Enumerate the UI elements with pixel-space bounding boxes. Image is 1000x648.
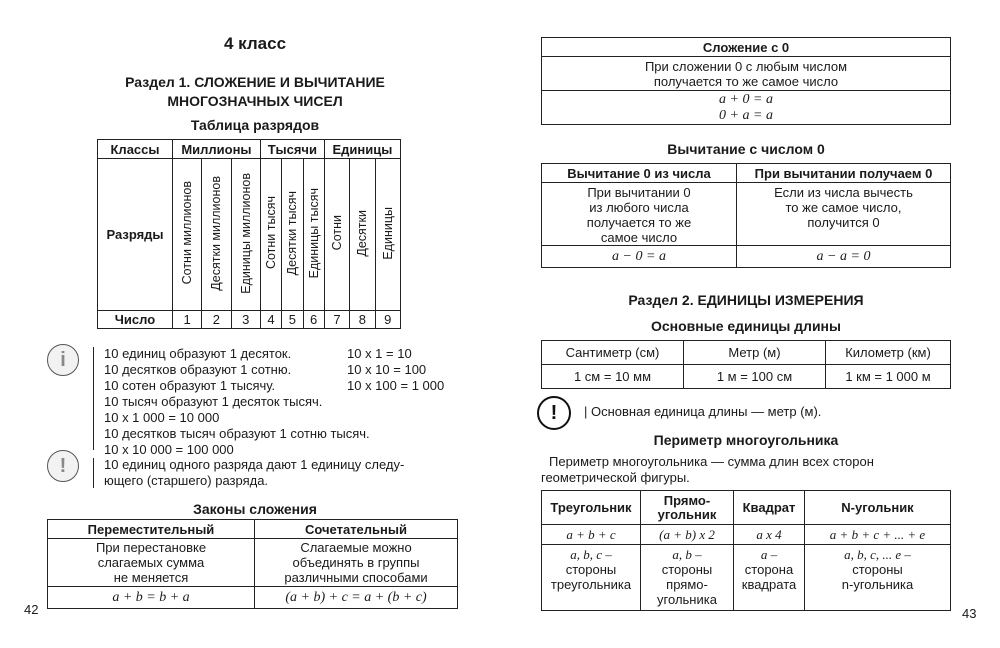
subtract-text-line: При вычитании 0 bbox=[587, 185, 691, 200]
sides-line: прямо- bbox=[666, 577, 708, 592]
addition-zero-text: получается то же самое число bbox=[653, 73, 839, 89]
info-line: 10 сотен образуют 1 тысячу. bbox=[104, 378, 276, 393]
law-text-line: различными способами bbox=[284, 570, 428, 585]
info-formula: 10 x 10 = 100 bbox=[347, 362, 427, 377]
info-line: 10 x 10 000 = 100 000 bbox=[104, 442, 234, 457]
rank-cell: Сотни тысяч bbox=[264, 196, 279, 270]
exclamation-icon: ! bbox=[47, 450, 79, 482]
section2-title: Раздел 2. ЕДИНИЦЫ ИЗМЕРЕНИЯ bbox=[628, 292, 864, 308]
laws-title: Законы сложения bbox=[193, 501, 317, 517]
associative-formula: (a + b) + c = a + (b + c) bbox=[255, 587, 458, 609]
sides-line: квадрата bbox=[741, 577, 797, 592]
sides-line: a, b, c, ... e – bbox=[844, 547, 911, 562]
ranks-label: Разряды bbox=[98, 159, 173, 311]
length-units-title: Основные единицы длины bbox=[651, 318, 841, 334]
addition-zero-header: Сложение с 0 bbox=[542, 38, 951, 57]
rank-cell: Сотни bbox=[330, 215, 345, 251]
info-line: 10 единиц образуют 1 десяток. bbox=[104, 346, 292, 361]
info-line: 10 десятков тысяч образуют 1 сотню тысяч. bbox=[104, 426, 370, 441]
rank-cell: Десятки миллионов bbox=[209, 175, 224, 291]
number-cell: 5 bbox=[282, 311, 303, 329]
rank-cell: Десятки тысяч bbox=[285, 190, 300, 276]
number-label: Число bbox=[98, 311, 173, 329]
subtract-text-line: получается то же bbox=[586, 215, 692, 230]
warning-line1: 10 единиц одного разряда дают 1 единицу следу- bbox=[104, 457, 405, 472]
sides-line: a, b – bbox=[672, 547, 702, 562]
exclamation-icon: ! bbox=[537, 396, 571, 430]
perimeter-table bbox=[541, 490, 951, 611]
unit-value: 1 см = 10 мм bbox=[542, 365, 684, 389]
subtract-result-zero-header: При вычитании получаем 0 bbox=[737, 164, 951, 183]
addition-zero-table bbox=[541, 37, 951, 125]
sides-line: стороны bbox=[661, 562, 713, 577]
info-line: 10 x 1 000 = 10 000 bbox=[104, 410, 220, 425]
page-number-left: 42 bbox=[24, 602, 39, 617]
number-cell: 6 bbox=[303, 311, 324, 329]
subtract-text-line: самое число bbox=[600, 230, 678, 245]
law-text-line: объединять в группы bbox=[292, 555, 420, 570]
number-cell: 2 bbox=[202, 311, 231, 329]
rectangle-header: угольник bbox=[657, 506, 717, 522]
unit-value: 1 м = 100 см bbox=[684, 365, 826, 389]
note-bar bbox=[93, 458, 94, 488]
number-cell: 7 bbox=[324, 311, 349, 329]
law-text-line: При перестановке bbox=[95, 540, 207, 555]
law-text-line: не меняется bbox=[113, 570, 189, 585]
sides-line: угольника bbox=[657, 592, 717, 607]
sides-line: a, b, c – bbox=[570, 547, 612, 562]
unit-header: Километр (км) bbox=[826, 341, 951, 365]
sides-line: треугольника bbox=[550, 577, 632, 592]
number-cell: 9 bbox=[375, 311, 400, 329]
sides-line: стороны bbox=[852, 562, 903, 577]
length-note: | Основная единица длины — метр (м). bbox=[584, 404, 822, 419]
place-table-title: Таблица разрядов bbox=[190, 117, 320, 133]
subtract-self-formula: a − a = 0 bbox=[737, 246, 951, 268]
rectangle-header: Прямо- bbox=[663, 492, 711, 508]
section1-title-line2: МНОГОЗНАЧНЫХ ЧИСЕЛ bbox=[167, 93, 343, 109]
addition-zero-text: При сложении 0 с любым числом bbox=[644, 58, 848, 74]
subtraction-zero-table bbox=[541, 163, 951, 268]
sides-line: n-угольника bbox=[841, 577, 914, 592]
number-cell: 1 bbox=[173, 311, 202, 329]
rank-cell: Сотни миллионов bbox=[180, 181, 195, 285]
classes-label: Классы bbox=[98, 140, 173, 159]
info-line: 10 десятков образуют 1 сотню. bbox=[104, 362, 292, 377]
units-header: Единицы bbox=[324, 140, 400, 159]
length-units-table bbox=[541, 340, 951, 389]
subtract-text-line: получится 0 bbox=[807, 215, 880, 230]
rank-cell: Десятки bbox=[355, 209, 370, 257]
rank-cell: Единицы bbox=[380, 206, 395, 260]
thousands-header: Тысячи bbox=[260, 140, 324, 159]
addition-laws-table bbox=[47, 519, 458, 609]
info-formula: 10 x 1 = 10 bbox=[347, 346, 412, 361]
subtract-zero-formula: a − 0 = a bbox=[542, 246, 737, 268]
unit-header: Метр (м) bbox=[684, 341, 826, 365]
perimeter-formula: a + b + c + ... + e bbox=[805, 525, 951, 545]
addition-zero-formula: 0 + a = a bbox=[719, 107, 773, 123]
perimeter-formula: (a + b) x 2 bbox=[641, 525, 734, 545]
perimeter-text-line2: геометрической фигуры. bbox=[541, 470, 690, 485]
info-line: 10 тысяч образуют 1 десяток тысяч. bbox=[104, 394, 323, 409]
law-text-line: Слагаемые можно bbox=[300, 540, 412, 555]
law-text-line: слагаемых сумма bbox=[97, 555, 205, 570]
note-bar bbox=[93, 347, 94, 450]
grade-title: 4 класс bbox=[223, 34, 287, 53]
perimeter-formula: a x 4 bbox=[734, 525, 805, 545]
subtraction-zero-title: Вычитание с числом 0 bbox=[667, 141, 825, 157]
commutative-formula: a + b = b + a bbox=[48, 587, 255, 609]
perimeter-title: Периметр многоугольника bbox=[653, 432, 839, 448]
sides-line: сторона bbox=[744, 562, 794, 577]
unit-value: 1 км = 1 000 м bbox=[826, 365, 951, 389]
unit-header: Сантиметр (см) bbox=[542, 341, 684, 365]
info-formula: 10 x 100 = 1 000 bbox=[347, 378, 445, 393]
perimeter-formula: a + b + c bbox=[542, 525, 641, 545]
commutative-header: Переместительный bbox=[48, 520, 255, 539]
millions-header: Миллионы bbox=[173, 140, 261, 159]
page-number-right: 43 bbox=[962, 606, 977, 621]
n-gon-header: N-угольник bbox=[805, 491, 951, 525]
triangle-header: Треугольник bbox=[542, 491, 641, 525]
rank-cell: Единицы миллионов bbox=[238, 172, 253, 294]
subtract-zero-header: Вычитание 0 из числа bbox=[542, 164, 737, 183]
addition-zero-formula: a + 0 = a bbox=[719, 91, 773, 107]
number-cell: 4 bbox=[260, 311, 281, 329]
subtract-text-line: из любого числа bbox=[589, 200, 689, 215]
associative-header: Сочетательный bbox=[255, 520, 458, 539]
perimeter-text-line1: Периметр многоугольника — сумма длин всех сторон bbox=[549, 454, 874, 469]
number-cell: 3 bbox=[231, 311, 260, 329]
section1-title-line1: Раздел 1. СЛОЖЕНИЕ И ВЫЧИТАНИЕ bbox=[125, 74, 385, 90]
place-value-table bbox=[97, 139, 401, 329]
info-icon: i bbox=[47, 344, 79, 376]
sides-line: a – bbox=[760, 547, 778, 562]
subtract-text-line: то же самое число, bbox=[785, 200, 902, 215]
sides-line: стороны bbox=[565, 562, 617, 577]
subtract-text-line: Если из числа вычесть bbox=[774, 185, 913, 200]
warning-line2: ющего (старшего) разряда. bbox=[104, 473, 269, 488]
rank-cell: Единицы тысяч bbox=[306, 187, 321, 279]
square-header: Квадрат bbox=[734, 491, 805, 525]
number-cell: 8 bbox=[350, 311, 375, 329]
